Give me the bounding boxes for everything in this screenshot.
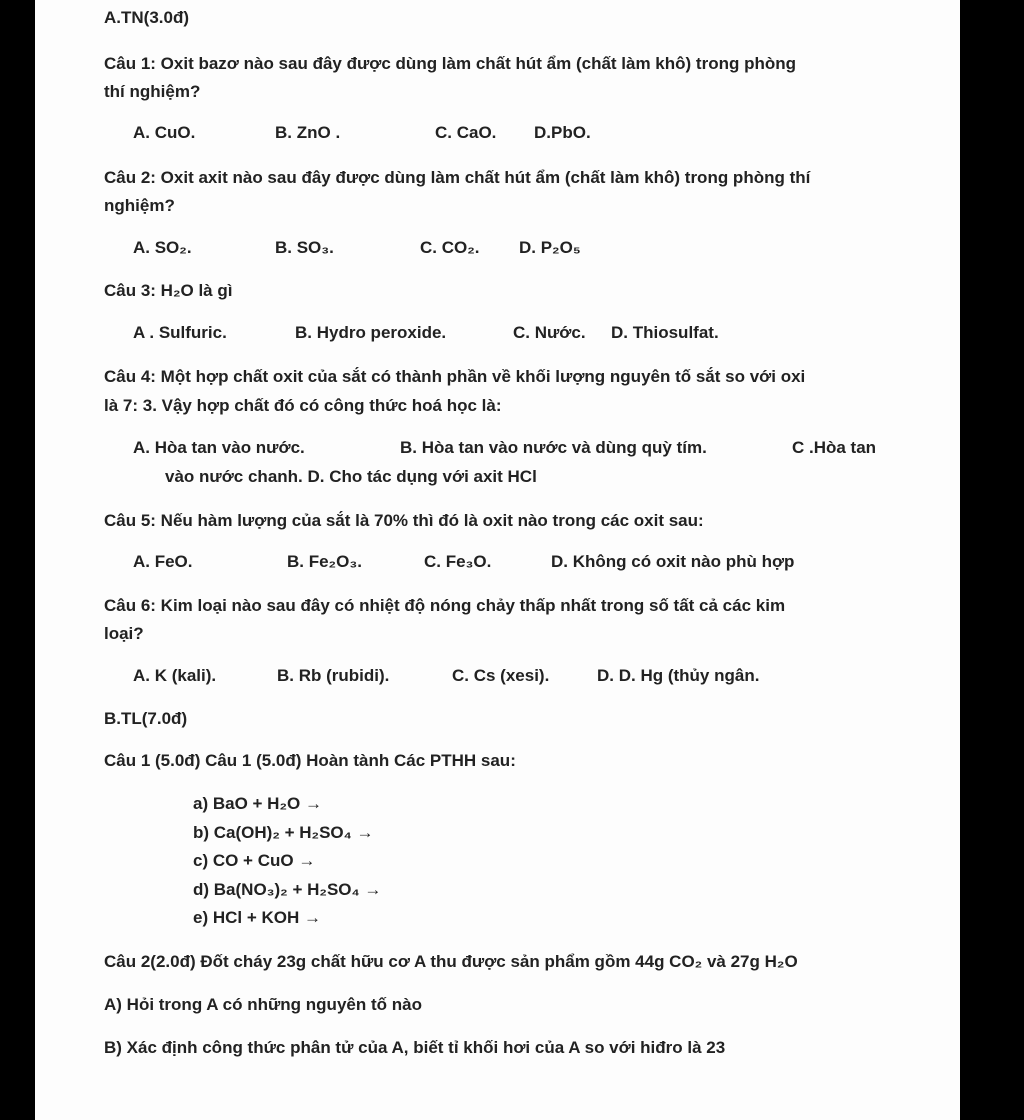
equation-b: b) Ca(OH)₂ + H₂SO₄ → bbox=[193, 823, 374, 842]
q5-option-d: D. Không có oxit nào phù hợp bbox=[551, 552, 795, 571]
section-b-heading: B.TL(7.0đ) bbox=[104, 709, 188, 728]
question-6-text: Câu 6: Kim loại nào sau đây có nhiệt độ nóng chảy thấp nhất trong số tất cả các kim bbox=[104, 596, 786, 615]
question-4-text-cont: là 7: 3. Vậy hợp chất đó có công thức hoá học là: bbox=[104, 396, 502, 415]
equation-c: c) CO + CuO → bbox=[193, 851, 316, 870]
question-5-text: Câu 5: Nếu hàm lượng của sắt là 70% thì đó là oxit nào trong các oxit sau: bbox=[104, 511, 704, 530]
q6-option-d: D. D. Hg (thủy ngân. bbox=[597, 666, 760, 685]
equation-a: a) BaO + H₂O → bbox=[193, 794, 322, 813]
question-1-text: Câu 1: Oxit bazơ nào sau đây được dùng làm chất hút ẩm (chất làm khô) trong phòng bbox=[104, 54, 796, 73]
essay-question-2a: A) Hỏi trong A có những nguyên tố nào bbox=[104, 995, 422, 1014]
q6-option-a: A. K (kali). bbox=[133, 666, 217, 685]
essay-question-2: Câu 2(2.0đ) Đốt cháy 23g chất hữu cơ A thu được sản phẩm gồm 44g CO₂ và 27g H₂O bbox=[104, 952, 798, 971]
q3-option-c: C. Nước. bbox=[513, 323, 586, 342]
q1-option-b: B. ZnO . bbox=[275, 123, 341, 142]
q4-option-b: B. Hòa tan vào nước và dùng quỳ tím. bbox=[400, 438, 707, 457]
question-2-text-cont: nghiệm? bbox=[104, 196, 175, 215]
q6-option-b: B. Rb (rubidi). bbox=[277, 666, 390, 685]
q1-option-a: A. CuO. bbox=[133, 123, 196, 142]
q1-option-c: C. CaO. bbox=[435, 123, 497, 142]
q5-option-b: B. Fe₂O₃. bbox=[287, 552, 362, 571]
equation-d: d) Ba(NO₃)₂ + H₂SO₄ → bbox=[193, 880, 382, 899]
q4-option-a: A. Hòa tan vào nước. bbox=[133, 438, 305, 457]
q3-option-a: A . Sulfuric. bbox=[133, 323, 227, 342]
question-4-text: Câu 4: Một hợp chất oxit của sắt có thành phần về khối lượng nguyên tố sắt so với oxi bbox=[104, 367, 806, 386]
question-6-text-cont: loại? bbox=[104, 624, 144, 643]
question-2-text: Câu 2: Oxit axit nào sau đây được dùng làm chất hút ẩm (chất làm khô) trong phòng thí bbox=[104, 168, 811, 187]
q6-option-c: C. Cs (xesi). bbox=[452, 666, 550, 685]
essay-question-2b: B) Xác định công thức phân tử của A, biết tỉ khối hơi của A so với hiđro là 23 bbox=[104, 1038, 726, 1057]
question-3-text: Câu 3: H₂O là gì bbox=[104, 281, 233, 300]
q4-option-c: C .Hòa tan bbox=[792, 438, 877, 457]
q2-option-b: B. SO₃. bbox=[275, 238, 334, 257]
q1-option-d: D.PbO. bbox=[534, 123, 591, 142]
equation-e: e) HCl + KOH → bbox=[193, 908, 321, 927]
q5-option-c: C. Fe₃O. bbox=[424, 552, 492, 571]
q4-option-c-cont-and-d: vào nước chanh. D. Cho tác dụng với axit HCl bbox=[165, 467, 537, 486]
q2-option-a: A. SO₂. bbox=[133, 238, 192, 257]
q2-option-c: C. CO₂. bbox=[420, 238, 480, 257]
q3-option-d: D. Thiosulfat. bbox=[611, 323, 719, 342]
essay-question-1: Câu 1 (5.0đ) Câu 1 (5.0đ) Hoàn tành Các PTHH sau: bbox=[104, 751, 516, 770]
question-1-text-cont: thí nghiệm? bbox=[104, 82, 201, 101]
section-a-heading: A.TN(3.0đ) bbox=[104, 8, 189, 27]
q3-option-b: B. Hydro peroxide. bbox=[295, 323, 447, 342]
q5-option-a: A. FeO. bbox=[133, 552, 193, 571]
q2-option-d: D. P₂O₅ bbox=[519, 238, 581, 257]
document-page bbox=[35, 0, 960, 1120]
